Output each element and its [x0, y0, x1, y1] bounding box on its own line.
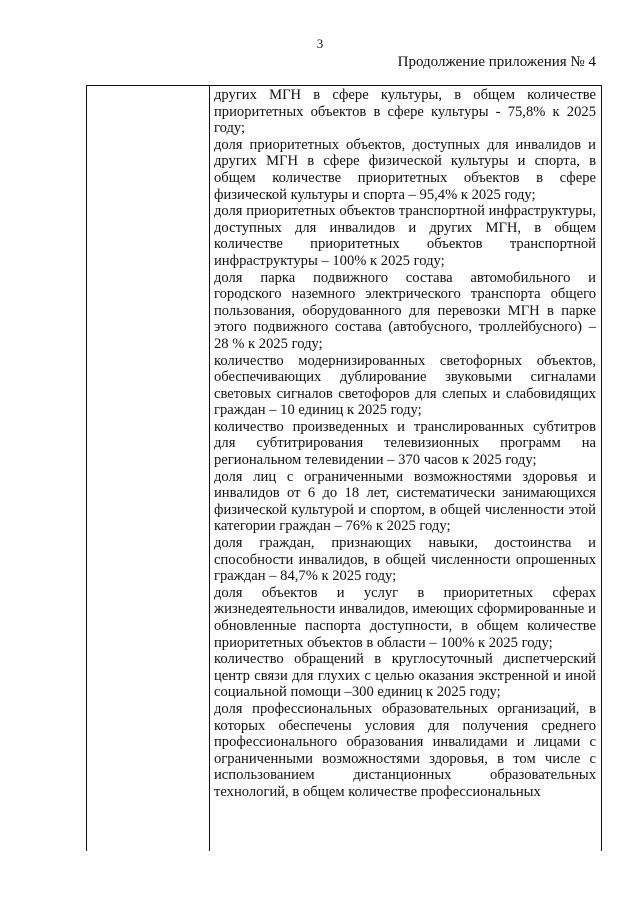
indicator-entry: количество модернизированных светофорных объектов, обеспечивающих дублирование звуковыми сигналами световых сигналов светофоров для слепых и слабовидящих граждан – 10 единиц к 2025 году;	[214, 352, 596, 419]
page-number: 3	[316, 36, 324, 51]
indicator-entry: количество произведенных и транслированных субтитров для субтитрирования телевизионных программ на региональном телевидении – 370 часов к 2025 году;	[214, 418, 596, 469]
indicator-entry: доля лиц с ограниченными возможностями здоровья и инвалидов от 6 до 18 лет, систематически занимающихся физической культурой и спортом, в общей численности этой категории граждан – 76% к 2025 году;	[214, 468, 596, 535]
indicator-entry: доля профессиональных образовательных организаций, в которых обеспечены условия для получения среднего профессионального образования инвалидами и лицами с ограниченными возможностями здоровья, в том числе с использованием дистанционных образовательных технологий, в общем количестве профессиональных	[214, 700, 596, 800]
indicator-entry: количество обращений в круглосуточный диспетчерский центр связи для глухих с целью оказания экстренной и иной социальной помощи –300 единиц к 2025 году;	[214, 651, 596, 701]
indicator-entry: доля приоритетных объектов, доступных для инвалидов и других МГН в сфере физической культуры и спорта, в общем количестве приоритетных объектов в сфере физической культуры и спорта – 95,4% к 2025 году;	[214, 136, 596, 203]
indicator-entry: доля парка подвижного состава автомобильного и городского наземного электрического транспорта общего пользования, оборудованного для перевозки МГН в парке этого подвижного состава (автобусного, троллейбусного) – 28 % к 2025 году;	[214, 269, 596, 352]
indicators-table	[86, 85, 602, 851]
continuation-header: Продолжение приложения № 4	[397, 54, 596, 70]
table-right-column	[210, 86, 601, 851]
indicator-entry: доля объектов и услуг в приоритетных сферах жизнедеятельности инвалидов, имеющих сформированные и обновленные паспорта доступности, в общем количестве приоритетных объектов в области – 100% к 2025 году;	[214, 584, 596, 651]
indicator-entry: других МГН в сфере культуры, в общем количестве приоритетных объектов в сфере культуры - 75,8% к 2025 году;	[214, 87, 596, 137]
table-left-column	[87, 86, 210, 851]
indicator-entry: доля приоритетных объектов транспортной инфраструктуры, доступных для инвалидов и других МГН, в общем количестве приоритетных объектов транспортной инфраструктуры – 100% к 2025 году;	[214, 203, 596, 269]
indicator-entry: доля граждан, признающих навыки, достоинства и способности инвалидов, в общей численности опрошенных граждан – 84,7% к 2025 году;	[214, 535, 596, 585]
